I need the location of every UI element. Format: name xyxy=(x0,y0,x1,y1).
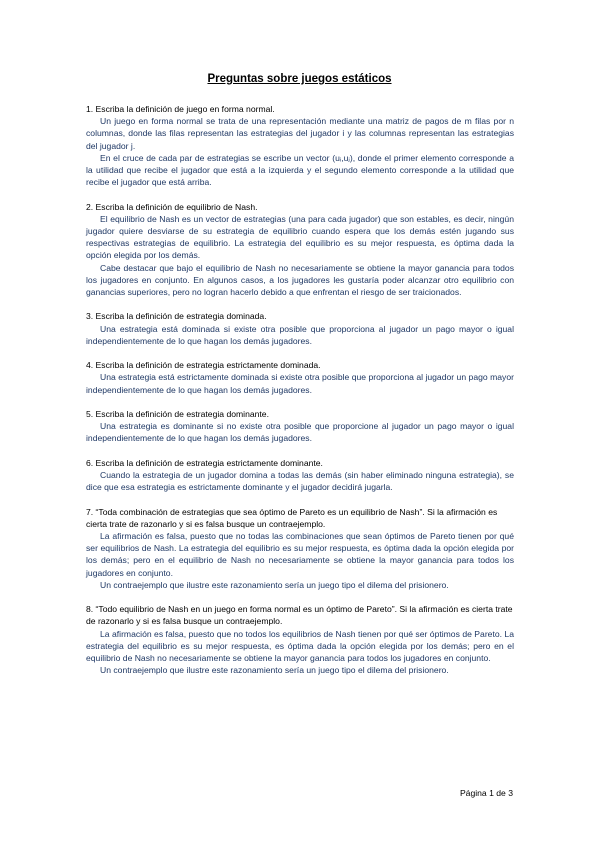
section-5 xyxy=(86,408,514,445)
answer-paragraph: La afirmación es falsa, puesto que no todos los equilibrios de Nash tienen por qué ser óptimos de Pareto. La estrategia del equilibrio es su mejor respuesta, es óptima dada la opción elegida por los demás; pero en el equilibrio de Nash no necesariamente se obtiene la mayor ganancia para todos los jugadores en conjunto. xyxy=(86,628,514,664)
answer-paragraph: Un juego en forma normal se trata de una representación mediante una matriz de pagos de m filas por n columnas, donde las filas representan las estrategias del jugador i y las columnas representan las estrategias del jugador j. xyxy=(86,116,514,151)
section-3 xyxy=(86,310,514,347)
answer-paragraph: Un contraejemplo que ilustre este razonamiento sería un juego tipo el dilema del prisionero. xyxy=(100,665,449,676)
answer-paragraph: Cuando la estrategia de un jugador domina a todas las demás (sin haber eliminado ninguna estrategia), se dice que esa estrategia es estrictamente dominante y el jugador decidirá jugarla. xyxy=(86,470,514,493)
page-title: Preguntas sobre juegos estáticos xyxy=(207,73,392,85)
page-number: Página 1 de 3 xyxy=(459,788,513,798)
question-8: 8. “Todo equilibrio de Nash en un juego en forma normal es un óptimo de Pareto”. Si la afirmación es cierta trate de razonarlo y si es falsa busque un contraejemplo. xyxy=(86,604,513,627)
answer-paragraph: Cabe destacar que bajo el equilibrio de Nash no necesariamente se obtiene la mayor ganancia para todos los jugadores en conjunto. En algunos casos, a los jugadores les gustaría poder alcanzar otro equilibrio con ganancias superiores, pero no logran hacerlo debido a que enfrentan el riesgo de ser traicionados. xyxy=(86,262,514,298)
question-4: 4. Escriba la definición de estrategia estrictamente dominada. xyxy=(86,360,321,371)
answer-paragraph: El equilibrio de Nash es un vector de estrategias (una para cada jugador) que son estables, es decir, ningún jugador quiere desviarse de su estrategia de equilibrio cuando espera que los demás estén jugando sus respectivas estrategias de equilibrio. La estrategia del equilibrio es su mejor respuesta, es óptima dada la opción elegida por los demás. xyxy=(86,213,514,261)
answer-paragraph: En el cruce de cada par de estrategias se escribe un vector (uᵢ,uⱼ), donde el primer elemento corresponde a la utilidad que recibe el jugador que está a la izquierda y el segundo elemento corresponde a la utilidad que recibe el jugador que está arriba. xyxy=(86,152,514,188)
question-6: 6. Escriba la definición de estrategia estrictamente dominante. xyxy=(86,457,323,468)
question-7: 7. “Toda combinación de estrategias que sea óptimo de Pareto es un equilibrio de Nash”. Si la afirmación es cierta trate de razonarlo y si es falsa busque un contraejemplo. xyxy=(86,506,498,529)
answer-paragraph: Una estrategia está estrictamente dominada si existe otra posible que proporciona al jugador un pago mayor independientemente de lo que hagan los demás jugadores. xyxy=(86,372,514,395)
question-2: 2. Escriba la definición de equilibrio de Nash. xyxy=(86,201,258,212)
section-7 xyxy=(86,506,514,591)
section-8 xyxy=(86,603,514,676)
answer-paragraph: Un contraejemplo que ilustre este razonamiento sería un juego tipo el dilema del prisionero. xyxy=(100,579,449,590)
section-1 xyxy=(86,103,514,188)
answer-paragraph: Una estrategia está dominada si existe otra posible que proporciona al jugador un pago mayor o igual independientemente de lo que hagan los demás jugadores. xyxy=(86,323,514,346)
answer-paragraph: Una estrategia es dominante si no existe otra posible que proporcione al jugador un pago mayor o igual independientemente de lo que hagan los demás jugadores. xyxy=(86,421,514,444)
question-3: 3. Escriba la definición de estrategia dominada. xyxy=(86,311,267,322)
section-6 xyxy=(86,457,514,494)
document-body xyxy=(86,103,514,689)
section-2 xyxy=(86,201,514,299)
answer-paragraph: La afirmación es falsa, puesto que no todas las combinaciones que sean óptimos de Pareto tienen por qué ser equilibrios de Nash. La estrategia del equilibrio es su mejor respuesta, es óptima dada la opción elegida por los demás; pero en el equilibrio de Nash no necesariamente se obtiene la mayor ganancia para todos los jugadores en conjunto. xyxy=(86,531,514,578)
question-5: 5. Escriba la definición de estrategia dominante. xyxy=(86,409,269,420)
question-1: 1. Escriba la definición de juego en forma normal. xyxy=(86,104,275,114)
section-4 xyxy=(86,359,514,396)
